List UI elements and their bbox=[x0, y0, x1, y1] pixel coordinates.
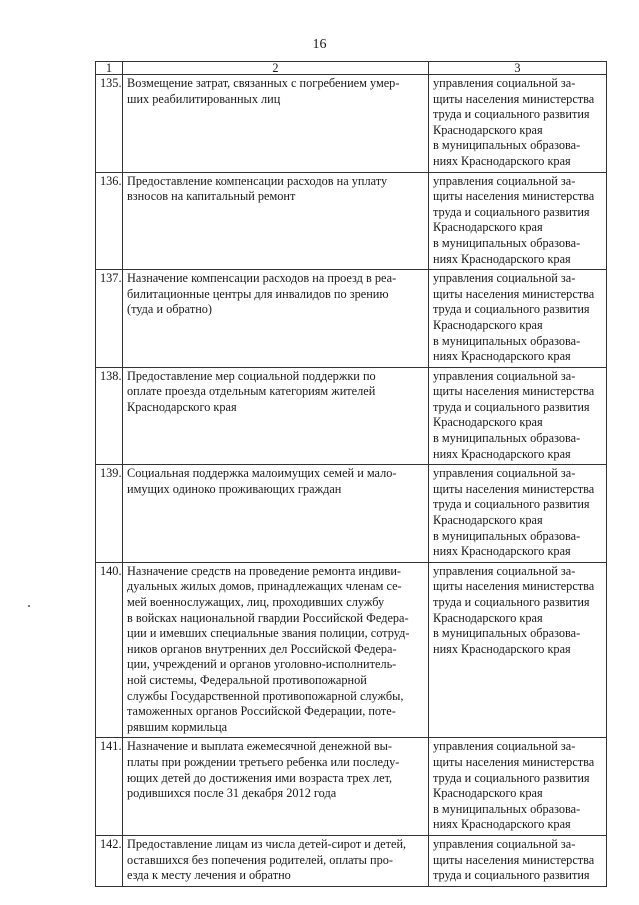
agency-line: в муниципальных образова- bbox=[433, 235, 581, 250]
table-row bbox=[96, 562, 607, 738]
description-line: езда к месту лечения и обратно bbox=[127, 868, 291, 883]
agency-line: управления социальной за- bbox=[433, 466, 576, 481]
agency-line: щиты населения министерства bbox=[433, 384, 595, 399]
service-description bbox=[123, 738, 429, 836]
agency-line: щиты населения министерства bbox=[433, 852, 595, 867]
description-line: ших реабилитированных лиц bbox=[127, 91, 281, 106]
agency-line: ниях Краснодарского края bbox=[433, 349, 571, 364]
description-line: в войсках национальной гвардии Российской Федера- bbox=[127, 610, 409, 625]
agency-line: в муниципальных образова- bbox=[433, 528, 581, 543]
header-col-2: 2 bbox=[123, 62, 429, 75]
description-line: Предоставление мер социальной поддержки по bbox=[127, 368, 376, 383]
responsible-agency bbox=[429, 367, 607, 465]
service-description bbox=[123, 562, 429, 738]
description-line: таможенных органов Российской Федерации, поте- bbox=[127, 704, 396, 719]
responsible-agency bbox=[429, 172, 607, 270]
service-description bbox=[123, 465, 429, 563]
agency-line: щиты населения министерства bbox=[433, 189, 595, 204]
description-line: ной системы, Федеральной противопожарной bbox=[127, 672, 367, 687]
responsible-agency bbox=[429, 738, 607, 836]
agency-line: труда и социального развития bbox=[433, 770, 590, 785]
description-line: родившихся после 31 декабря 2012 года bbox=[127, 786, 337, 801]
description-line: рявшим кормильца bbox=[127, 719, 228, 734]
agency-line: в муниципальных образова- bbox=[433, 333, 581, 348]
agency-line: в муниципальных образова- bbox=[433, 138, 581, 153]
row-number: 137. bbox=[96, 270, 123, 368]
description-line: Возмещение затрат, связанных с погребением умер- bbox=[127, 76, 400, 90]
agency-line: в муниципальных образова- bbox=[433, 626, 581, 641]
agency-line: Краснодарского края bbox=[433, 513, 543, 528]
agency-line: щиты населения министерства bbox=[433, 286, 595, 301]
agency-line: труда и социального развития bbox=[433, 204, 590, 219]
agency-line: ниях Краснодарского края bbox=[433, 544, 571, 559]
agency-line: труда и социального развития bbox=[433, 302, 590, 317]
table-row bbox=[96, 835, 607, 886]
table-row bbox=[96, 75, 607, 173]
agency-line: в муниципальных образова- bbox=[433, 431, 581, 446]
agency-line: Краснодарского края bbox=[433, 220, 543, 235]
description-line: билитационные центры для инвалидов по зрению bbox=[127, 286, 389, 301]
row-number: 141. bbox=[96, 738, 123, 836]
table-row bbox=[96, 738, 607, 836]
description-line: службы Государственной противопожарной службы, bbox=[127, 688, 404, 703]
table-row bbox=[96, 172, 607, 270]
agency-line: щиты населения министерства bbox=[433, 754, 595, 769]
header-col-3: 3 bbox=[429, 62, 607, 75]
description-line: Социальная поддержка малоимущих семей и мало- bbox=[127, 466, 397, 481]
agency-line: труда и социального развития bbox=[433, 399, 590, 414]
agency-line: в муниципальных образова- bbox=[433, 801, 581, 816]
description-line: ции, учреждений и органов уголовно-исполнитель- bbox=[127, 657, 397, 672]
description-line: имущих одиноко проживающих граждан bbox=[127, 481, 342, 496]
agency-line: управления социальной за- bbox=[433, 173, 576, 188]
responsible-agency bbox=[429, 270, 607, 368]
description-line: Краснодарского края bbox=[127, 399, 237, 414]
agency-line: труда и социального развития bbox=[433, 107, 590, 122]
table-row bbox=[96, 465, 607, 563]
service-description bbox=[123, 270, 429, 368]
responsible-agency bbox=[429, 75, 607, 173]
row-number: 142. bbox=[96, 835, 123, 886]
service-description bbox=[123, 367, 429, 465]
description-line: дуальных жилых домов, принадлежащих членам се- bbox=[127, 579, 402, 594]
description-line: ющих детей до достижения ими возраста трех лет, bbox=[127, 770, 393, 785]
agency-line: труда и социального развития bbox=[433, 868, 590, 883]
table-row bbox=[96, 367, 607, 465]
agency-line: ниях Краснодарского края bbox=[433, 641, 571, 656]
description-line: Предоставление лицам из числа детей-сирот и детей, bbox=[127, 836, 407, 851]
service-description bbox=[123, 835, 429, 886]
description-line: ников органов внутренних дел Российской Федера- bbox=[127, 641, 397, 656]
agency-line: управления социальной за- bbox=[433, 76, 576, 90]
scan-speck bbox=[28, 605, 30, 607]
header-row bbox=[96, 62, 607, 75]
description-line: мей военнослужащих, лиц, проходивших службу bbox=[127, 595, 385, 609]
agency-line: управления социальной за- bbox=[433, 271, 576, 286]
description-line: оставшихся без попечения родителей, оплаты про- bbox=[127, 852, 393, 867]
description-line: (туда и обратно) bbox=[127, 302, 213, 317]
agency-line: Краснодарского края bbox=[433, 415, 543, 430]
agency-line: Краснодарского края bbox=[433, 786, 543, 801]
description-line: оплате проезда отдельным категориям жителей bbox=[127, 384, 376, 399]
agency-line: управления социальной за- bbox=[433, 368, 576, 383]
agency-line: ниях Краснодарского края bbox=[433, 446, 571, 461]
row-number: 136. bbox=[96, 172, 123, 270]
agency-line: ниях Краснодарского края bbox=[433, 817, 571, 832]
agency-line: Краснодарского края bbox=[433, 610, 543, 625]
description-line: Назначение и выплата ежемесячной денежной вы- bbox=[127, 739, 392, 754]
responsible-agency bbox=[429, 562, 607, 738]
description-line: ции и имевших специальные звания полиции, сотруд- bbox=[127, 626, 410, 641]
description-line: Назначение средств на проведение ремонта индиви- bbox=[127, 563, 402, 578]
header-col-1: 1 bbox=[96, 62, 123, 75]
description-line: Назначение компенсации расходов на проезд в реа- bbox=[127, 271, 397, 286]
page-number: 16 bbox=[312, 37, 327, 52]
row-number: 135. bbox=[96, 75, 123, 173]
services-table bbox=[95, 61, 607, 887]
agency-line: труда и социального развития bbox=[433, 595, 590, 609]
agency-line: щиты населения министерства bbox=[433, 579, 595, 594]
service-description bbox=[123, 75, 429, 173]
row-number: 139. bbox=[96, 465, 123, 563]
agency-line: управления социальной за- bbox=[433, 836, 576, 851]
agency-line: щиты населения министерства bbox=[433, 91, 595, 106]
responsible-agency bbox=[429, 465, 607, 563]
description-line: взносов на капитальный ремонт bbox=[127, 189, 296, 204]
agency-line: Краснодарского края bbox=[433, 122, 543, 137]
agency-line: ниях Краснодарского края bbox=[433, 251, 571, 266]
agency-line: управления социальной за- bbox=[433, 739, 576, 754]
description-line: платы при рождении третьего ребенка или последу- bbox=[127, 754, 400, 769]
responsible-agency bbox=[429, 835, 607, 886]
agency-line: ниях Краснодарского края bbox=[433, 153, 571, 168]
row-number: 140. bbox=[96, 562, 123, 738]
agency-line: труда и социального развития bbox=[433, 497, 590, 512]
service-description bbox=[123, 172, 429, 270]
row-number: 138. bbox=[96, 367, 123, 465]
agency-line: управления социальной за- bbox=[433, 563, 576, 578]
agency-line: Краснодарского края bbox=[433, 317, 543, 332]
table-row bbox=[96, 270, 607, 368]
description-line: Предоставление компенсации расходов на уплату bbox=[127, 173, 388, 188]
agency-line: щиты населения министерства bbox=[433, 481, 595, 496]
